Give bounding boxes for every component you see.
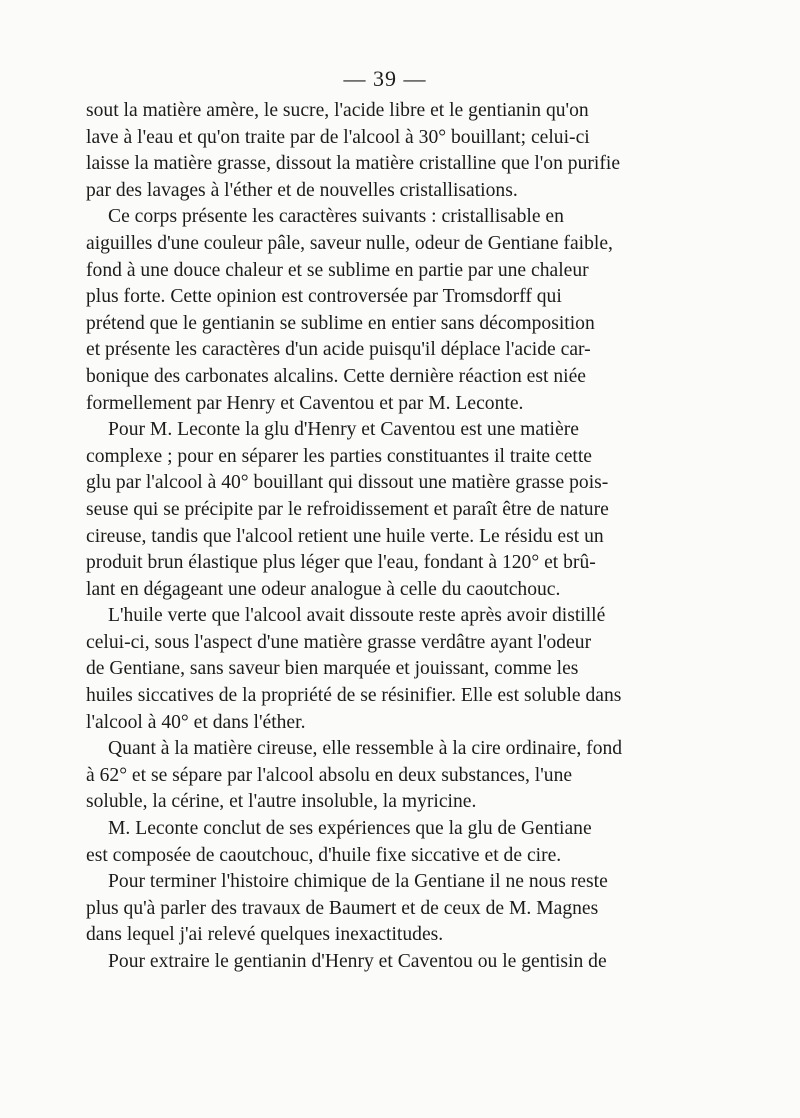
text-line: M. Leconte conclut de ses expériences que la glu de Gentiane (108, 818, 592, 840)
text-line: lant en dégageant une odeur analogue à celle du caoutchouc. (86, 578, 561, 600)
text-line: laisse la matière grasse, dissout la matière cristalline que l'on purifie (86, 153, 621, 175)
text-line: seuse qui se précipite par le refroidissement et paraît être de nature (86, 498, 609, 520)
text-line: prétend que le gentianin se sublime en entier sans décomposition (86, 312, 595, 334)
text-line: plus forte. Cette opinion est controversée par Tromsdorff qui (86, 286, 562, 308)
text-line: plus qu'à parler des travaux de Baumert et de ceux de M. Magnes (86, 897, 599, 919)
text-line: lave à l'eau et qu'on traite par de l'alcool à 30° bouillant; celui-ci (86, 126, 590, 148)
text-line: l'alcool à 40° et dans l'éther. (86, 711, 306, 733)
text-line: à 62° et se sépare par l'alcool absolu en deux substances, l'une (86, 764, 573, 786)
body-text (86, 98, 680, 976)
text-line: Pour M. Leconte la glu d'Henry et Caventou est une matière (108, 419, 579, 441)
text-line: produit brun élastique plus léger que l'eau, fondant à 120° et brû- (86, 552, 596, 574)
text-line: est composée de caoutchouc, d'huile fixe siccative et de cire. (86, 844, 562, 866)
text-line: aiguilles d'une couleur pâle, saveur nulle, odeur de Gentiane faible, (86, 232, 613, 254)
text-line: Ce corps présente les caractères suivants : cristallisable en (108, 206, 564, 228)
text-line: cireuse, tandis que l'alcool retient une huile verte. Le résidu est un (86, 525, 604, 547)
text-line: bonique des carbonates alcalins. Cette dernière réaction est niée (86, 365, 586, 387)
text-line: soluble, la cérine, et l'autre insoluble, la myricine. (86, 791, 477, 813)
text-line: formellement par Henry et Caventou et par M. Leconte. (86, 392, 524, 414)
text-line: L'huile verte que l'alcool avait dissoute reste après avoir distillé (108, 605, 606, 627)
text-line: huiles siccatives de la propriété de se résinifier. Elle est soluble dans (86, 685, 622, 707)
text-line: glu par l'alcool à 40° bouillant qui dissout une matière grasse pois- (86, 472, 609, 494)
text-line: Pour terminer l'histoire chimique de la Gentiane il ne nous reste (108, 871, 608, 893)
text-line: sout la matière amère, le sucre, l'acide libre et le gentianin qu'on (86, 100, 589, 121)
text-line: dans lequel j'ai relevé quelques inexactitudes. (86, 924, 444, 946)
text-line: Pour extraire le gentianin d'Henry et Caventou ou le gentisin de (108, 951, 607, 972)
text-line: par des lavages à l'éther et de nouvelles cristallisations. (86, 179, 518, 201)
text-line: complexe ; pour en séparer les parties constituantes il traite cette (86, 445, 592, 467)
text-line: de Gentiane, sans saveur bien marquée et jouissant, comme les (86, 658, 579, 680)
text-line: Quant à la matière cireuse, elle ressemble à la cire ordinaire, fond (108, 738, 623, 760)
text-line: fond à une douce chaleur et se sublime en partie par une chaleur (86, 259, 589, 281)
page-number: — 39 — (343, 66, 427, 91)
text-line: celui-ci, sous l'aspect d'une matière grasse verdâtre ayant l'odeur (86, 631, 592, 653)
text-line: et présente les caractères d'un acide puisqu'il déplace l'acide car- (86, 339, 591, 361)
